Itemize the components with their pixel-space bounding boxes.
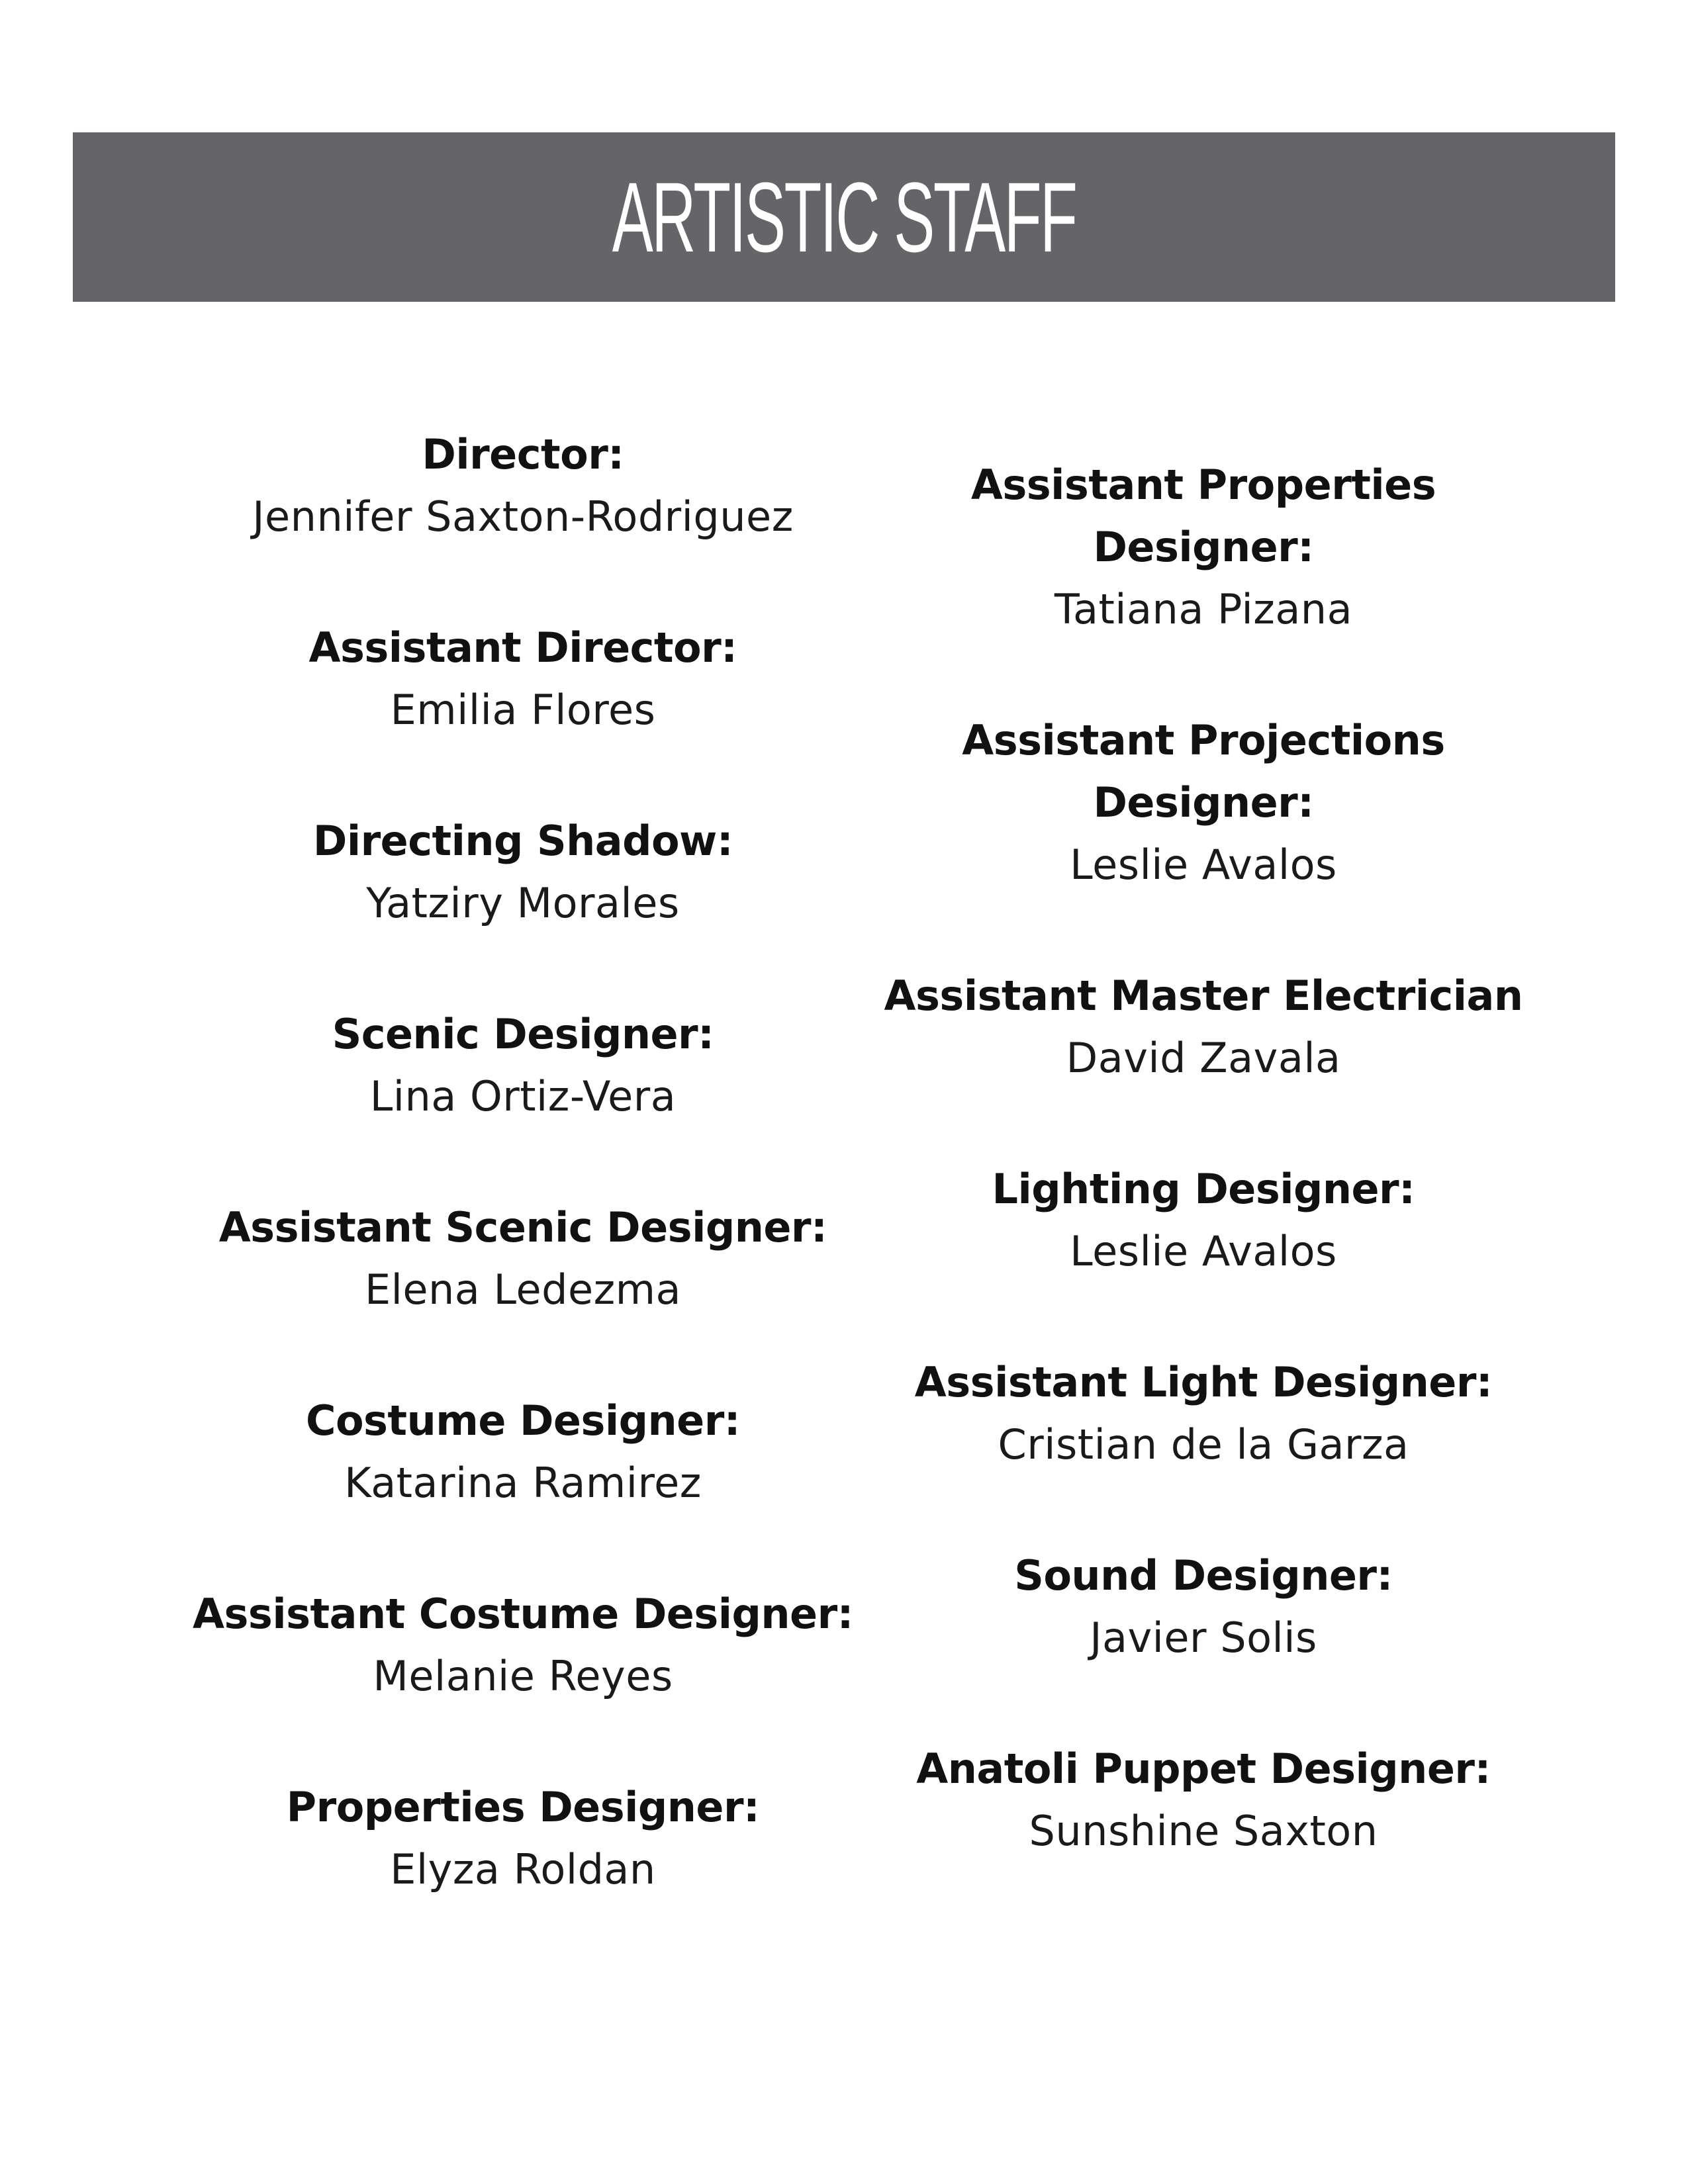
- credit-name: Jennifer Saxton-Rodriguez: [252, 492, 794, 541]
- credit-role: Assistant Master Electrician: [884, 972, 1523, 1020]
- credit-name: Melanie Reyes: [373, 1652, 673, 1700]
- credit-name: Elena Ledezma: [364, 1265, 682, 1314]
- credit-role: Assistant Light Designer:: [914, 1358, 1493, 1406]
- credit-name: Javier Solis: [1090, 1614, 1317, 1662]
- credit-role: Director:: [422, 430, 624, 478]
- credit-role: Anatoli Puppet Designer:: [916, 1745, 1491, 1793]
- credit-entry: [159, 617, 887, 741]
- credit-entry: [159, 810, 887, 934]
- credit-name: Emilia Flores: [390, 686, 656, 734]
- credit-entry: [839, 965, 1568, 1089]
- credit-name: Lina Ortiz-Vera: [369, 1072, 677, 1120]
- credit-name: David Zavala: [1066, 1034, 1341, 1082]
- credit-entry: [952, 454, 1455, 641]
- left-credits-column: [159, 424, 887, 1970]
- credit-role: Assistant Scenic Designer:: [218, 1203, 827, 1251]
- credit-role: Assistant Director:: [308, 623, 737, 672]
- credit-entry: [159, 1003, 887, 1128]
- credit-role: Assistant Projections Designer:: [962, 716, 1445, 827]
- credit-entry: [839, 1351, 1568, 1476]
- credit-name: Leslie Avalos: [1070, 1227, 1337, 1275]
- credit-entry: [952, 709, 1455, 896]
- credit-role: Scenic Designer:: [332, 1010, 714, 1058]
- right-credits-column: [839, 454, 1568, 1931]
- credit-role: Costume Designer:: [305, 1396, 741, 1445]
- credit-entry: [159, 1583, 887, 1707]
- credit-entry: [159, 1776, 887, 1901]
- credit-entry: [159, 1197, 887, 1321]
- header-banner: [73, 132, 1615, 302]
- credit-role: Lighting Designer:: [992, 1165, 1415, 1213]
- credit-entry: [159, 424, 887, 548]
- credit-name: Katarina Ramirez: [344, 1459, 702, 1507]
- credit-entry: [159, 1390, 887, 1514]
- credit-entry: [839, 1158, 1568, 1283]
- credit-name: Cristian de la Garza: [998, 1420, 1409, 1469]
- credit-name: Tatiana Pizana: [1054, 585, 1353, 633]
- credit-role: Sound Designer:: [1014, 1551, 1393, 1600]
- credit-role: Assistant Costume Designer:: [193, 1590, 853, 1638]
- credit-role: Directing Shadow:: [312, 817, 733, 865]
- page-title: ARTISTIC STAFF: [612, 161, 1076, 273]
- credit-name: Elyza Roldan: [390, 1845, 656, 1893]
- credit-role: Assistant Properties Designer:: [970, 461, 1436, 571]
- credit-name: Leslie Avalos: [1070, 841, 1337, 889]
- credit-entry: [839, 1545, 1568, 1669]
- credit-role: Properties Designer:: [286, 1783, 760, 1831]
- credit-name: Yatziry Morales: [366, 879, 680, 927]
- credit-name: Sunshine Saxton: [1029, 1807, 1378, 1855]
- credit-entry: [839, 1738, 1568, 1862]
